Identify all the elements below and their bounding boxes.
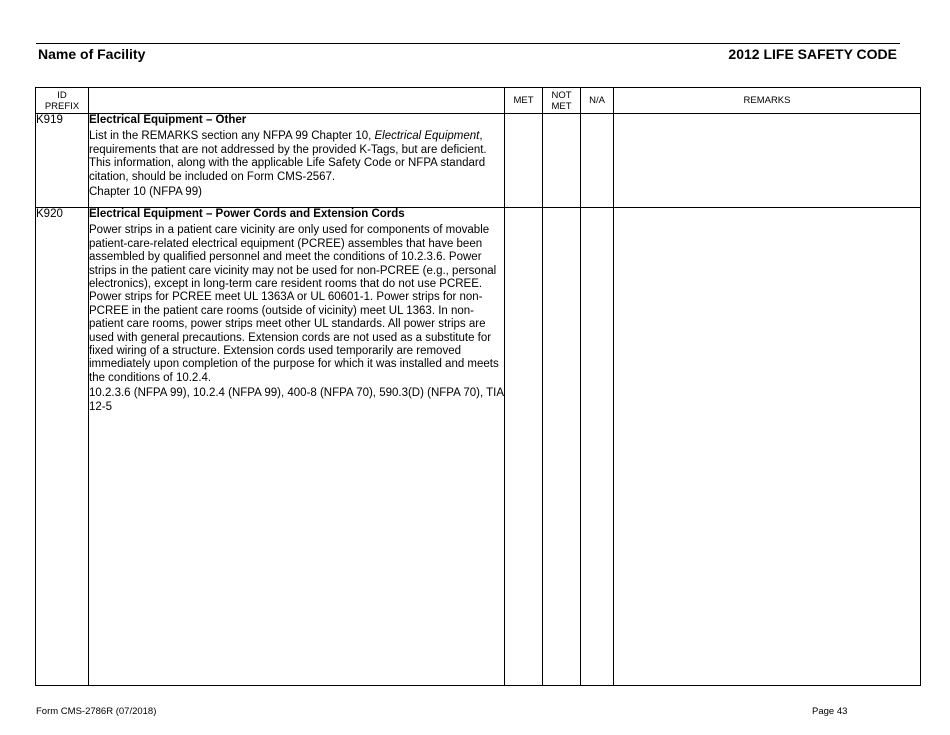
- table-row: [36, 208, 921, 686]
- row-citation: Chapter 10 (NFPA 99): [89, 186, 202, 199]
- col-not-line1: NOT: [551, 89, 572, 101]
- col-not-met: [543, 88, 581, 114]
- row-id: K920: [36, 208, 89, 686]
- survey-table: [35, 87, 921, 686]
- row-title: Electrical Equipment – Power Cords and Extension Cords: [89, 208, 405, 220]
- row-body-part2: , requirements that are not addressed by the provided K-Tags, but are deficient. This information, along with the applicable Life Safety Code or NFPA standard citation, should be included on Form CMS-2567.: [89, 130, 487, 183]
- not-met-cell[interactable]: [543, 208, 581, 686]
- row-body: Power strips in a patient care vicinity are only used for components of movable patient-care-related electrical equipment (PCREE) assembles that have been assembled by qualified personnel and meet the conditions of 10.2.3.6. Power strips in the patient care vicinity may not be used for non-PCREE (e.g., personal electronics), except in long-term care resident rooms that do not use PCREE. Power strips for PCREE meet UL 1363A or UL 60601-1. Power strips for non-PCREE in the patient care rooms (outside of vicinity) meet UL 1363. In non-patient care rooms, power strips meet other UL standards. All power strips are used with general precautions. Extension cords are not used as a substitute for fixed wiring of a structure. Extension cords used temporarily are removed immediately upon completion of the purpose for which it was installed and meets the conditions of 10.2.4.: [89, 224, 499, 384]
- col-not-line2: MET: [551, 100, 572, 112]
- row-id: K919: [36, 114, 89, 208]
- met-cell[interactable]: [505, 114, 543, 208]
- row-description: [89, 208, 505, 686]
- table-header-row: [36, 88, 921, 114]
- col-id-prefix: [36, 88, 89, 114]
- remarks-cell[interactable]: [614, 208, 921, 686]
- form-id: Form CMS-2786R (07/2018): [36, 706, 157, 717]
- not-met-cell[interactable]: [543, 114, 581, 208]
- row-body: [89, 130, 504, 184]
- col-remarks: REMARKS: [614, 88, 921, 114]
- col-na: N/A: [581, 88, 614, 114]
- col-description: [89, 88, 505, 114]
- col-met: MET: [505, 88, 543, 114]
- code-title: 2012 LIFE SAFETY CODE: [728, 46, 897, 62]
- na-cell[interactable]: [581, 208, 614, 686]
- row-citation: 10.2.3.6 (NFPA 99), 10.2.4 (NFPA 99), 400-8 (NFPA 70), 590.3(D) (NFPA 70), TIA 12-5: [89, 387, 504, 413]
- col-id-line2: PREFIX: [44, 100, 80, 112]
- na-cell[interactable]: [581, 114, 614, 208]
- remarks-cell[interactable]: [614, 114, 921, 208]
- row-body-italic: Electrical Equipment: [374, 130, 480, 143]
- row-title: Electrical Equipment – Other: [89, 114, 247, 126]
- header-rule: [36, 43, 900, 44]
- row-body-part1: List in the REMARKS section any NFPA 99 Chapter 10,: [89, 130, 375, 143]
- row-description: [89, 114, 505, 208]
- table-row: [36, 114, 921, 208]
- met-cell[interactable]: [505, 208, 543, 686]
- page-number: Page 43: [812, 706, 848, 717]
- col-id-line1: ID: [57, 89, 67, 101]
- facility-name-label: Name of Facility: [38, 46, 146, 62]
